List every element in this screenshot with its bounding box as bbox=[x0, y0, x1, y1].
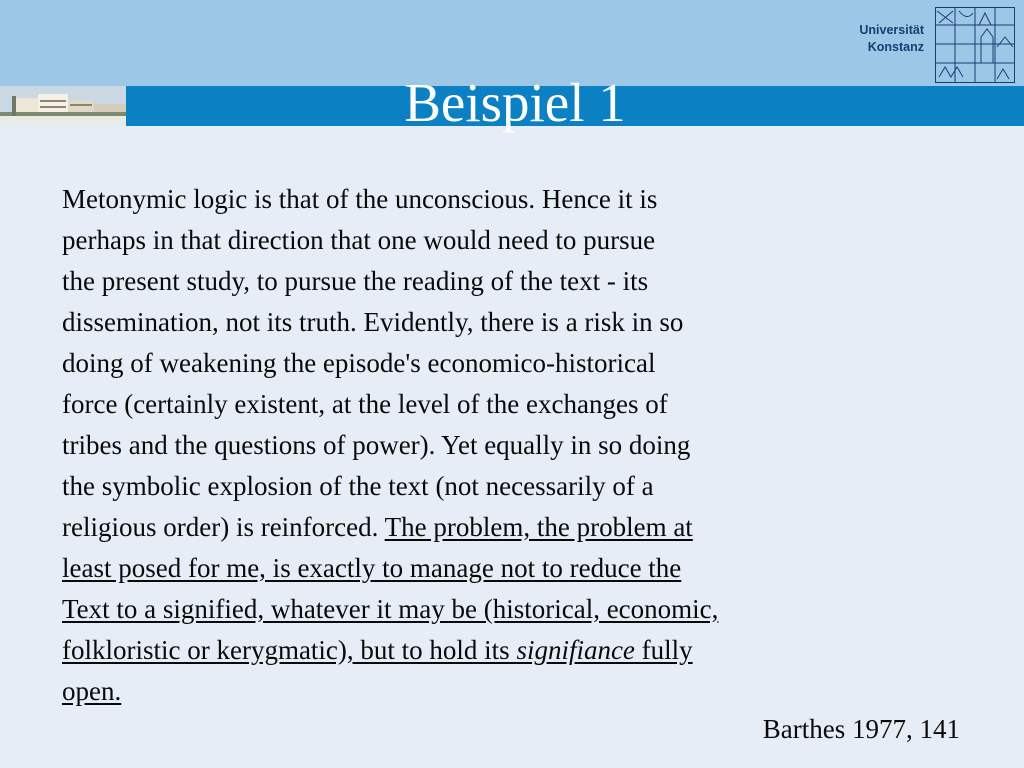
underlined-text: least posed for me, is exactly to manage not to reduce the bbox=[62, 553, 682, 583]
underlined-text: Text to a signified, whatever it may be (historical, economic, bbox=[62, 594, 719, 624]
quote-line bbox=[62, 671, 942, 712]
italic-term: signifiance bbox=[516, 635, 635, 665]
quote-line: Metonymic logic is that of the unconscious. Hence it is bbox=[62, 184, 658, 214]
underlined-text: The problem, the problem at bbox=[384, 512, 693, 542]
quote-text: religious order) is reinforced. bbox=[62, 512, 385, 542]
quote-line: perhaps in that direction that one would need to pursue bbox=[62, 225, 656, 255]
logo-line-1: Universität bbox=[859, 23, 924, 37]
quote-text: folkloristic or kerygmatic), but to hold its bbox=[62, 635, 517, 665]
underlined-text: open. bbox=[62, 676, 122, 706]
quote-line bbox=[62, 507, 942, 548]
quote-text: fully bbox=[634, 635, 693, 665]
citation: Barthes 1977, 141 bbox=[762, 714, 960, 744]
quote-line: the symbolic explosion of the text (not necessarily of a bbox=[62, 471, 654, 501]
quote-line bbox=[62, 548, 942, 589]
quote-line bbox=[62, 589, 942, 630]
quote-line: force (certainly existent, at the level of the exchanges of bbox=[62, 389, 668, 419]
underlined-text bbox=[62, 635, 693, 665]
quote-line: tribes and the questions of power). Yet equally in so doing bbox=[62, 430, 691, 460]
quote-line: the present study, to pursue the reading of the text - its bbox=[62, 266, 649, 296]
quote-line bbox=[62, 630, 942, 671]
university-logo-text bbox=[859, 22, 924, 56]
quote-paragraph bbox=[62, 179, 942, 712]
logo-line-2: Konstanz bbox=[867, 40, 924, 54]
quote-line: doing of weakening the episode's economico-historical bbox=[62, 348, 656, 378]
slide-title: Beispiel 1 bbox=[404, 72, 626, 133]
quote-line: dissemination, not its truth. Evidently, there is a risk in so bbox=[62, 307, 684, 337]
